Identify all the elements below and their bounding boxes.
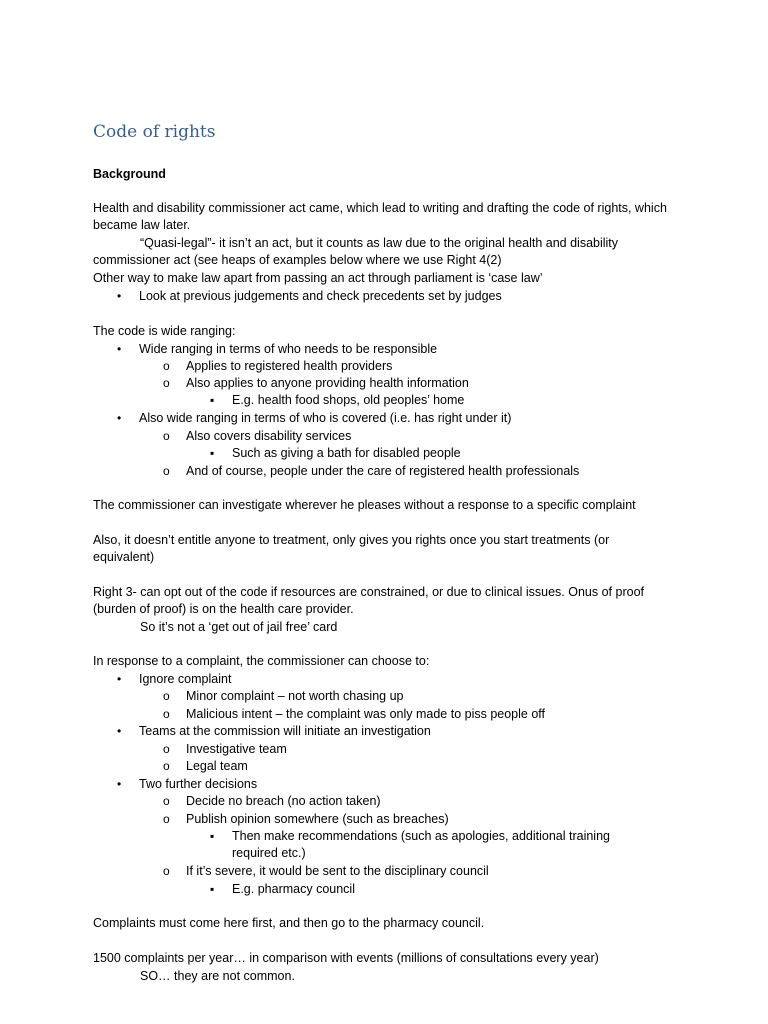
paragraph: The commissioner can investigate wherever he pleases without a response to a specific complaint — [93, 498, 636, 512]
paragraph: SO… they are not common. — [140, 969, 295, 983]
paragraph: In response to a complaint, the commissioner can choose to: — [93, 654, 430, 668]
paragraph: 1500 complaints per year… in comparison with events (millions of consultations every year) — [93, 951, 599, 965]
list-item: Wide ranging in terms of who needs to be responsible — [139, 342, 438, 356]
bullet-icon: • — [117, 289, 122, 303]
paragraph: Other way to make law apart from passing an act through parliament is ‘case law’ — [93, 271, 543, 285]
list-item: Publish opinion somewhere (such as breaches) — [186, 812, 449, 826]
bullet-icon: • — [117, 411, 122, 425]
bullet-icon: • — [117, 672, 122, 686]
square-bullet-icon: ▪ — [210, 446, 215, 460]
list-item: Then make recommendations (such as apologies, additional training required etc.) — [232, 829, 610, 860]
list-item: Two further decisions — [139, 777, 258, 791]
list-item: If it’s severe, it would be sent to the disciplinary council — [186, 864, 489, 878]
paragraph: “Quasi-legal”- it isn’t an act, but it counts as law due to the original health and disability commissioner act (see heaps of examples below where we use Right 4(2) — [93, 236, 619, 267]
bullet-icon: • — [117, 342, 122, 356]
list-item: Decide no breach (no action taken) — [186, 794, 381, 808]
sub-bullet-icon: o — [163, 864, 170, 878]
list-item: Malicious intent – the complaint was only made to piss people off — [186, 707, 545, 721]
sub-bullet-icon: o — [163, 359, 170, 373]
list-item: And of course, people under the care of registered health professionals — [186, 464, 580, 478]
list-item: E.g. health food shops, old peoples’ home — [232, 393, 465, 407]
sub-bullet-icon: o — [163, 794, 170, 808]
list-item: Look at previous judgements and check precedents set by judges — [139, 289, 502, 303]
sub-bullet-icon: o — [163, 429, 170, 443]
page-title: Code of rights — [93, 122, 216, 142]
list-item: Ignore complaint — [139, 672, 232, 686]
sub-bullet-icon: o — [163, 812, 170, 826]
heading-background: Background — [93, 167, 166, 181]
list-item: Minor complaint – not worth chasing up — [186, 689, 404, 703]
square-bullet-icon: ▪ — [210, 393, 215, 407]
square-bullet-icon: ▪ — [210, 882, 215, 896]
bullet-icon: • — [117, 724, 122, 738]
sub-bullet-icon: o — [163, 464, 170, 478]
paragraph: Also, it doesn’t entitle anyone to treatment, only gives you rights once you start treatments (or equivalent) — [93, 533, 610, 564]
paragraph: Health and disability commissioner act came, which lead to writing and drafting the code of rights, which became law later. — [93, 201, 667, 232]
sub-bullet-icon: o — [163, 689, 170, 703]
paragraph: So it’s not a ‘get out of jail free’ card — [140, 620, 338, 634]
sub-bullet-icon: o — [163, 759, 170, 773]
square-bullet-icon: ▪ — [210, 829, 215, 843]
sub-bullet-icon: o — [163, 742, 170, 756]
list-item: Also applies to anyone providing health information — [186, 376, 469, 390]
list-item: Investigative team — [186, 742, 287, 756]
paragraph: Right 3- can opt out of the code if resources are constrained, or due to clinical issues. Onus of proof (burden of proof) is on the health care provider. — [93, 585, 644, 616]
list-item: E.g. pharmacy council — [232, 882, 355, 896]
list-item: Applies to registered health providers — [186, 359, 393, 373]
sub-bullet-icon: o — [163, 707, 170, 721]
list-item: Teams at the commission will initiate an investigation — [139, 724, 431, 738]
list-item: Also wide ranging in terms of who is covered (i.e. has right under it) — [139, 411, 512, 425]
list-item: Such as giving a bath for disabled people — [232, 446, 461, 460]
bullet-icon: • — [117, 777, 122, 791]
list-item: Also covers disability services — [186, 429, 352, 443]
paragraph: Complaints must come here first, and then go to the pharmacy council. — [93, 916, 485, 930]
list-item: Legal team — [186, 759, 248, 773]
sub-bullet-icon: o — [163, 376, 170, 390]
paragraph: The code is wide ranging: — [93, 324, 236, 338]
